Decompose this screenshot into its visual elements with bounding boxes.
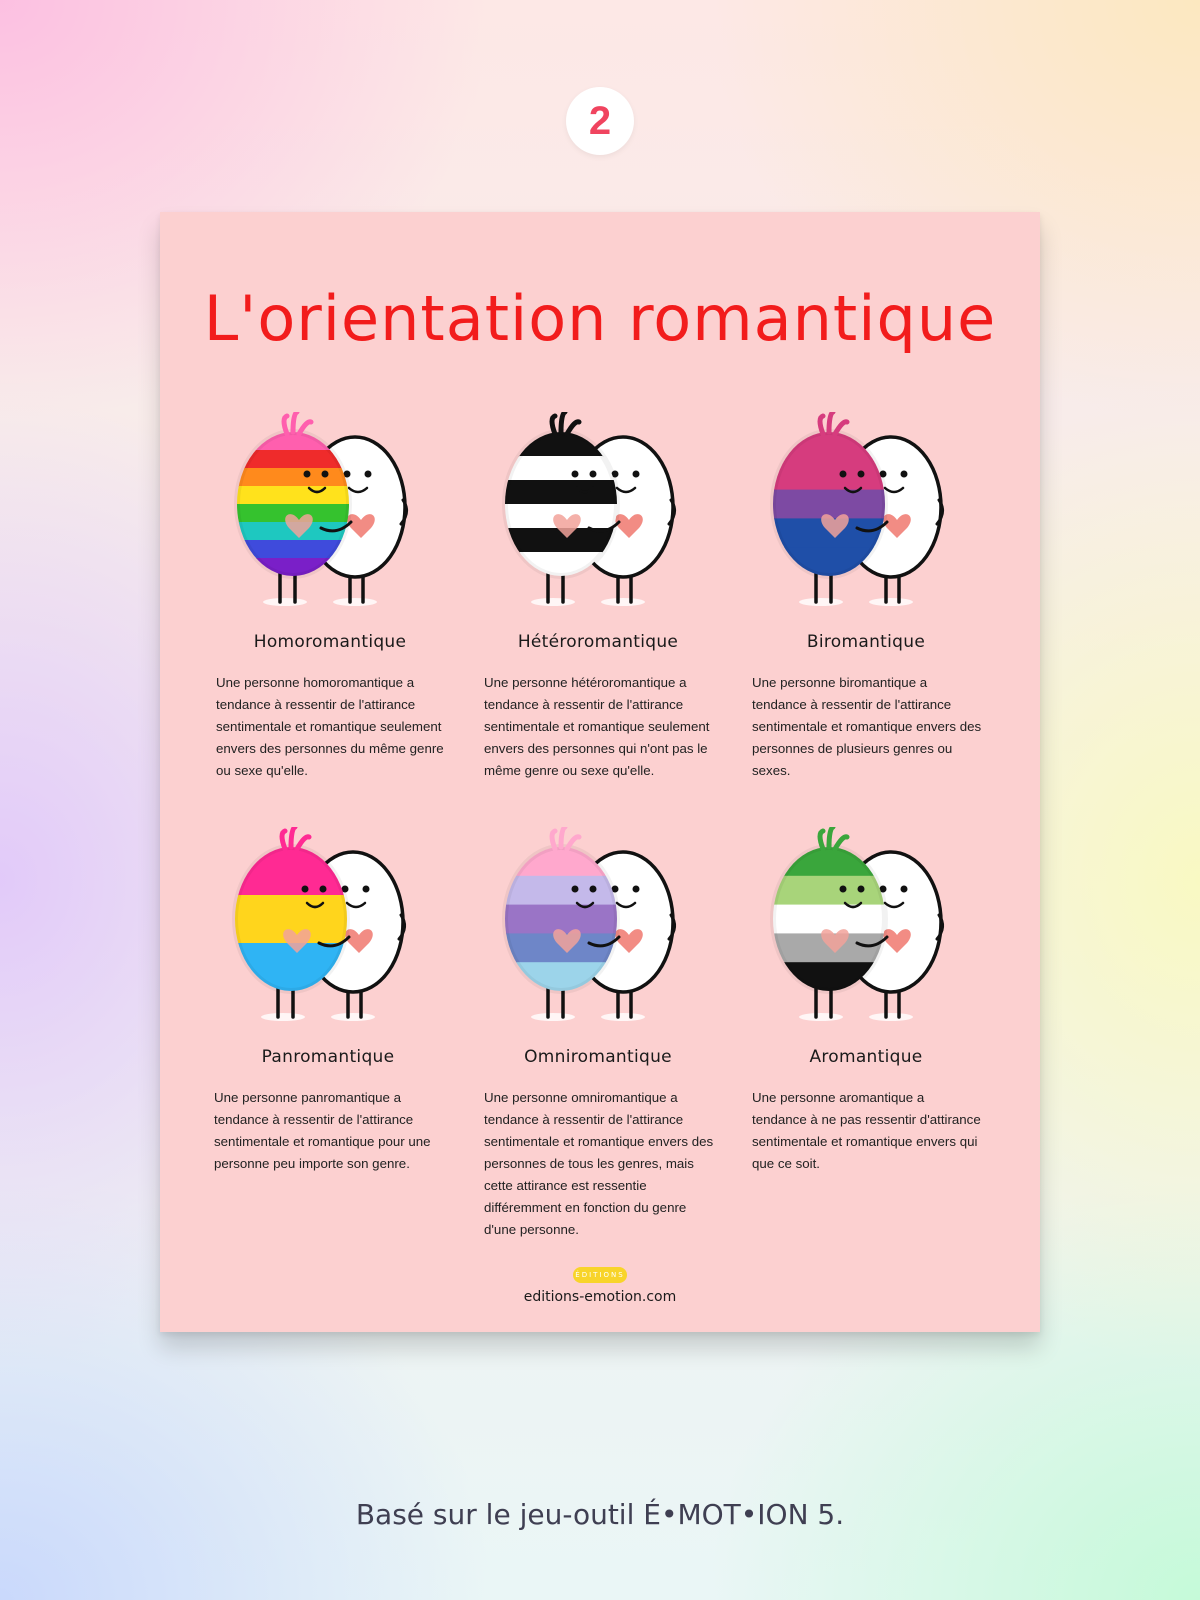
card-title: Hétéroromantique bbox=[517, 632, 679, 652]
card-aromantique bbox=[746, 827, 986, 1175]
omniromantique-couple-illustration bbox=[493, 827, 703, 1027]
homoromantique-couple-illustration bbox=[225, 412, 435, 612]
card-title: Homoromantique bbox=[253, 632, 407, 652]
website-link[interactable]: editions-emotion.com bbox=[523, 1289, 677, 1305]
card-homoromantique bbox=[210, 412, 450, 782]
poster bbox=[160, 212, 1040, 1332]
publisher-logo: ÉDITIONS bbox=[573, 1267, 627, 1283]
panromantique-couple-illustration bbox=[223, 827, 433, 1027]
card-title: Omniromantique bbox=[524, 1047, 672, 1067]
card-biromantique bbox=[746, 412, 986, 782]
card-omniromantique bbox=[478, 827, 718, 1241]
card-panromantique bbox=[208, 827, 448, 1175]
card-title: Panromantique bbox=[261, 1047, 395, 1067]
card-description: Une personne aromantique a tendance à ne pas ressentir d'attirance sentimentale et romantique envers qui que ce soit. bbox=[752, 1090, 981, 1171]
page-number-badge: 2 bbox=[566, 87, 634, 155]
card-description: Une personne panromantique a tendance à ressentir de l'attirance sentimentale et romantique pour une personne peu importe son genre. bbox=[214, 1090, 431, 1171]
card-title: Aromantique bbox=[809, 1047, 923, 1067]
card-heteroromantique bbox=[478, 412, 718, 782]
poster-title: L'orientation romantique bbox=[203, 282, 997, 355]
card-description: Une personne biromantique a tendance à ressentir de l'attirance sentimentale et romantique envers des personnes de plusieurs genres ou sexes. bbox=[752, 675, 982, 778]
heteroromantique-couple-illustration bbox=[493, 412, 703, 612]
biromantique-couple-illustration bbox=[761, 412, 971, 612]
card-description: Une personne omniromantique a tendance à ressentir de l'attirance sentimentale et romantique envers des personnes de tous les genres, mais cette attirance est ressentie différemment en fonction du genre d'une personne. bbox=[484, 1090, 714, 1237]
card-description: Une personne homoromantique a tendance à ressentir de l'attirance sentimentale et romantique seulement envers des personnes du même genre ou sexe qu'elle. bbox=[216, 675, 444, 778]
aromantique-couple-illustration bbox=[761, 827, 971, 1027]
card-description: Une personne hétéroromantique a tendance à ressentir de l'attirance sentimentale et romantique seulement envers des personnes qui n'ont pas le même genre ou sexe qu'elle. bbox=[484, 675, 710, 778]
footer-caption: Basé sur le jeu-outil É•MOT•ION 5. bbox=[355, 1498, 845, 1531]
card-title: Biromantique bbox=[806, 632, 926, 652]
